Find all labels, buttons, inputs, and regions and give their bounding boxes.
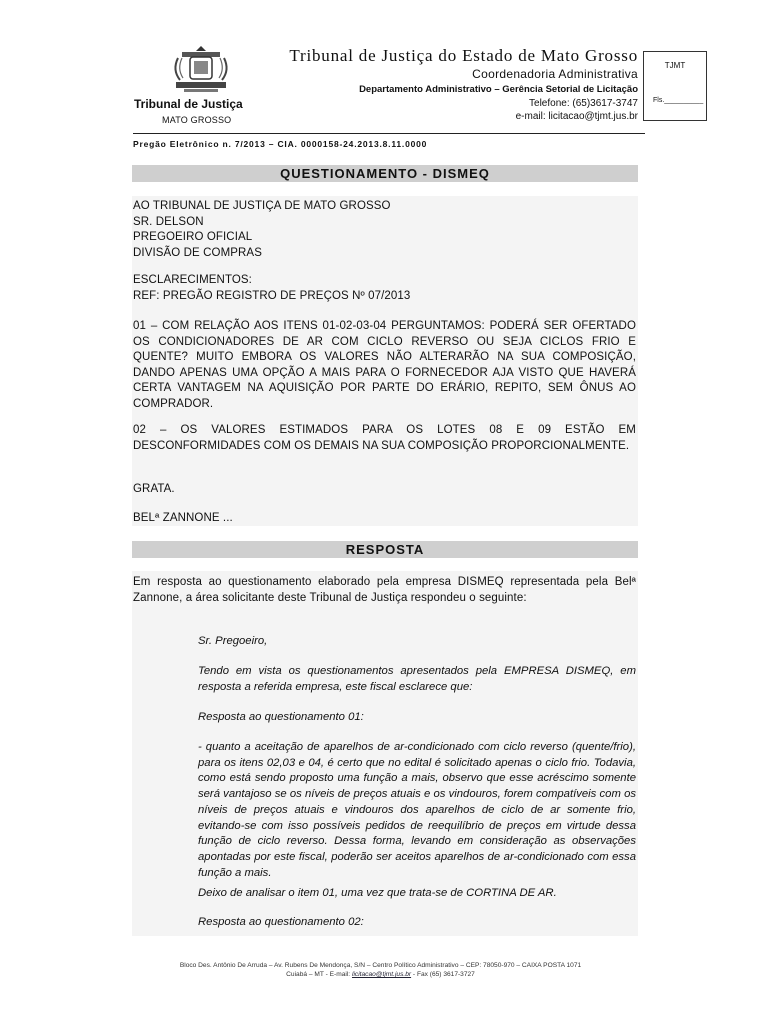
answer-q1-title: Resposta ao questionamento 01:: [198, 711, 364, 723]
question-item-01: 01 – COM RELAÇÃO AOS ITENS 01-02-03-04 PERGUNTAMOS: PODERÁ SER OFERTADO OS CONDICIONADORES DE AR COM CICLO REVERSO OU SEJA CICLOS FRIO E QUENTE? MUITO EMBORA OS VALORES NÃO ALTERARÃO NA SUA COMPOSIÇÃO, DANDO APENAS UMA OPÇÃO A MAIS PARA O FORNECEDOR AJA VISTO QUE HAVERÁ CERTA VANTAGEM NA AQUISIÇÃO POR PARTE DO ERÁRIO, REPITO, SEM ÔNUS AO COMPRADOR.: [133, 320, 636, 410]
answer-intro: Em resposta ao questionamento elaborado pela empresa DISMEQ representada pela Belª Zannone, a área solicitante deste Tribunal de Justiça respondeu o seguinte:: [133, 576, 636, 604]
header-title: Tribunal de Justiça do Estado de Mato Grosso: [289, 46, 638, 65]
answer-context: Tendo em vista os questionamentos apresentados pela EMPRESA DISMEQ, em resposta a referida empresa, este fiscal esclarece que:: [198, 665, 636, 693]
address-line: SR. DELSON: [133, 215, 204, 228]
footer-contact: [134, 971, 627, 978]
org-name: Tribunal de Justiça: [134, 97, 243, 111]
answer-q1-note: Deixo de analisar o item 01, uma vez que trata-se de CORTINA DE AR.: [198, 887, 557, 899]
answer-q2-title: Resposta ao questionamento 02:: [198, 916, 364, 928]
stamp-label: TJMT: [664, 61, 686, 70]
coat-of-arms-icon: [168, 44, 234, 94]
header-divider: [133, 133, 645, 134]
footer-address: Bloco Des. Antônio De Arruda – Av. Rubens De Mendonça, S/N – Centro Político Administrativo – CEP: 78050-970 – CAIXA POSTA 1071: [179, 962, 582, 969]
address-line: DIVISÃO DE COMPRAS: [133, 246, 262, 259]
reference-line: REF: PREGÃO REGISTRO DE PREÇOS Nº 07/2013: [133, 290, 411, 302]
org-state: MATO GROSSO: [162, 115, 232, 125]
footer-email-link[interactable]: licitacao@tjmt.jus.br: [351, 971, 412, 978]
clarifications-label: ESCLARECIMENTOS:: [133, 274, 252, 286]
header-department: Departamento Administrativo – Gerência Setorial de Licitação: [359, 84, 638, 95]
answer-q1-body: - quanto a aceitação de aparelhos de ar-condicionado com ciclo reverso (quente/frio), para os itens 02,03 e 04, é certo que no edital é solicitado apenas o ciclo frio. Todavia, como está sendo proposto uma função a mais, observo que esse acréscimo somente será vantajoso se os níveis de preços atuais e os vindouros, forem compatíveis com os níveis de preços atuais e vindouros dos aparelhos de ciclo de ar somente frio, evitando-se com isso possíveis pedidos de reequilíbrio de preços em virtude dessa função de ciclo reverso. Dessa forma, levando em consideração as observações apontadas por este fiscal, poderão ser aceitos aparelhos de ar-condicionado com essa função a mais.: [198, 741, 636, 879]
question-item-02: 02 – OS VALORES ESTIMADOS PARA OS LOTES 08 E 09 ESTÃO EM DESCONFORMIDADES COM OS DEMAIS NA SUA COMPOSIÇÃO PROPORCIONALMENTE.: [133, 424, 636, 452]
answer-salutation: Sr. Pregoeiro,: [198, 635, 268, 647]
header-phone: Telefone: (65)3617-3747: [529, 98, 638, 109]
answer-heading: RESPOSTA: [132, 541, 638, 558]
question-signature: BELª ZANNONE ...: [133, 512, 233, 524]
page-stamp-box: [643, 51, 707, 121]
header-email: e-mail: licitacao@tjmt.jus.br: [515, 111, 638, 122]
stamp-page-number: Fls.__________: [653, 97, 704, 104]
address-line: AO TRIBUNAL DE JUSTIÇA DE MATO GROSSO: [133, 200, 391, 212]
address-line: PREGOEIRO OFICIAL: [133, 231, 253, 244]
process-number: Pregão Eletrônico n. 7/2013 – CIA. 0000158-24.2013.8.11.0000: [133, 139, 428, 149]
footer-contact-prefix: Cuiabá – MT - E-mail:: [286, 971, 352, 978]
closing-text: GRATA.: [133, 483, 175, 495]
footer-fax: - Fax (65) 3617-3727: [411, 971, 475, 978]
address-block: [133, 199, 391, 261]
header-coordination: Coordenadoria Administrativa: [472, 67, 638, 81]
question-heading: QUESTIONAMENTO - DISMEQ: [132, 165, 638, 182]
